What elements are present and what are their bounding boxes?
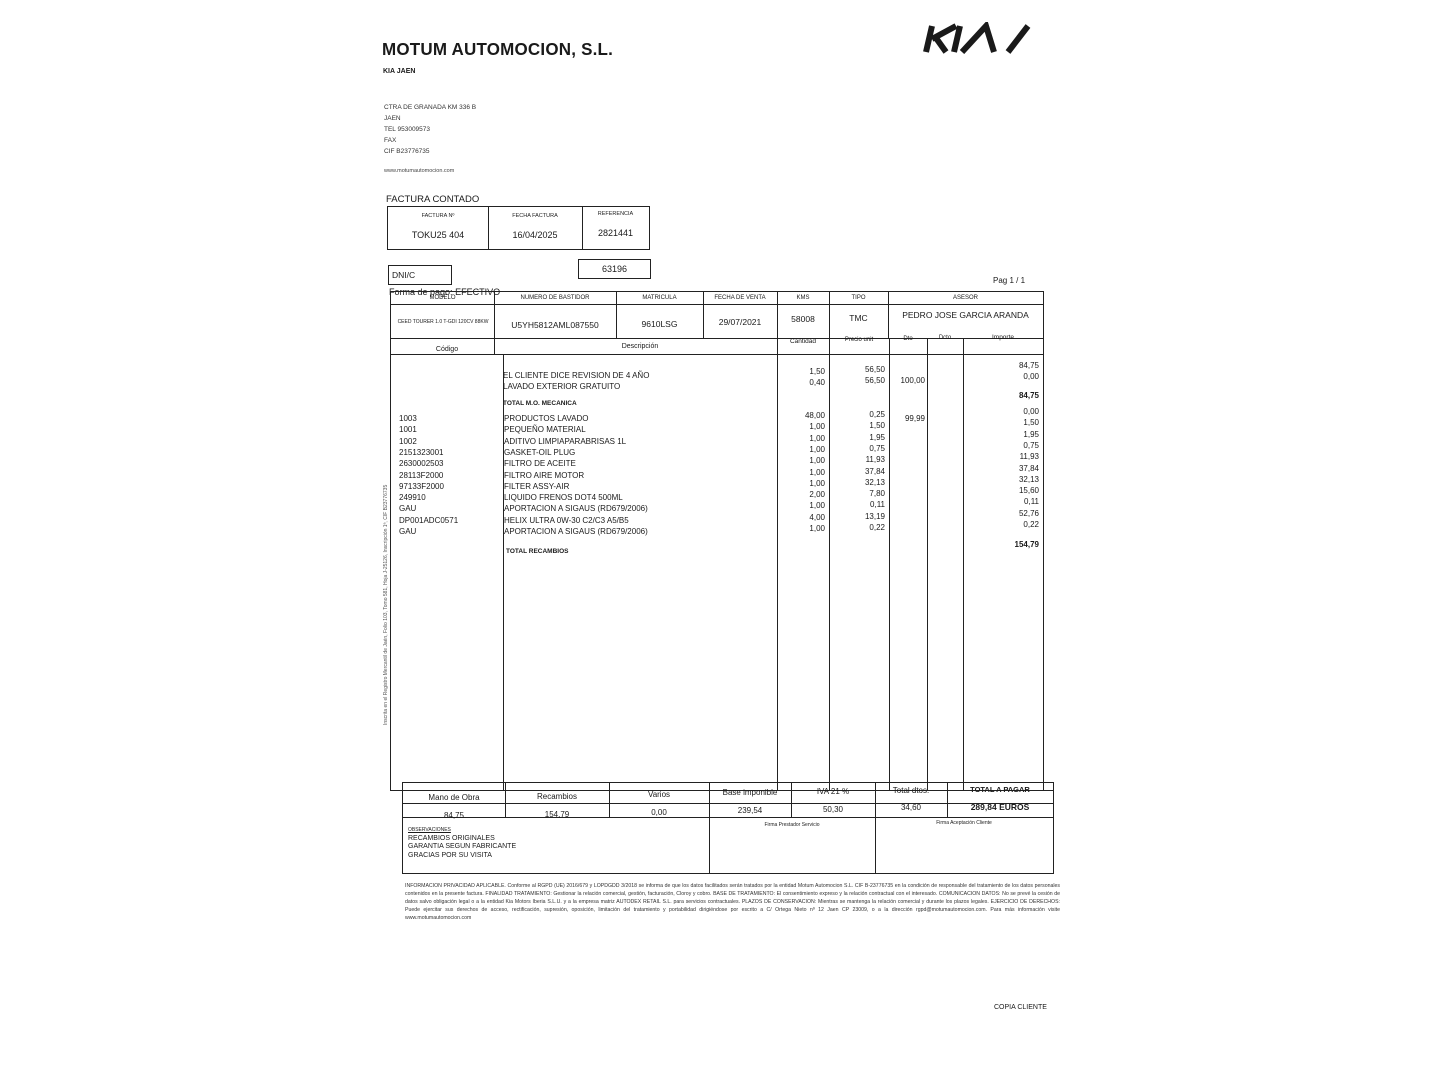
part-code: GAU: [399, 504, 417, 514]
part-amount: 0,22: [1023, 520, 1039, 529]
part-code: 249910: [399, 493, 426, 503]
part-code: GAU: [399, 527, 417, 536]
client-code: 63196: [601, 264, 628, 274]
part-amount: 52,76: [1018, 508, 1039, 518]
part-qty: 4,00: [809, 512, 825, 522]
labor-desc-2: LAVADO EXTERIOR GRATUITO: [503, 382, 621, 391]
part-price: 1,50: [869, 421, 885, 431]
invoice-number-label: FACTURA Nº: [421, 213, 455, 219]
company-address: [384, 102, 476, 157]
part-code: 2151323001: [399, 447, 444, 457]
part-code: 1002: [399, 436, 417, 446]
part-desc: LIQUIDO FRENOS DOT4 500ML: [504, 493, 623, 503]
part-code: DP001ADC0571: [399, 515, 459, 525]
part-qty: 1,00: [809, 524, 825, 533]
part-amount: 32,13: [1018, 474, 1039, 484]
client-code-box: [578, 259, 651, 279]
part-desc: APORTACION A SIGAUS (RD679/2006): [504, 504, 648, 514]
labor-price-2: 56,50: [864, 376, 885, 385]
part-price: 32,13: [864, 477, 885, 487]
part-price: 7,80: [869, 489, 885, 499]
lines-table: [390, 291, 1044, 791]
model-label: MODELO: [429, 295, 456, 301]
part-qty: 1,00: [809, 456, 825, 466]
total-misc-value: 0,00: [651, 808, 667, 817]
col-code: Código: [435, 346, 459, 353]
part-amount: 37,84: [1018, 463, 1039, 473]
total-vat-label: IVA 21 %: [816, 787, 850, 796]
total-pay-label: TOTAL A PAGAR: [970, 785, 1030, 794]
sale-date-label: FECHA DE VENTA: [714, 295, 766, 301]
part-desc: HELIX ULTRA 0W-30 C2/C3 A5/B5: [504, 515, 629, 525]
address-line: JAEN: [384, 115, 401, 122]
invoice-header-box: [387, 206, 650, 250]
page-number: Pag 1 / 1: [993, 276, 1026, 285]
part-amount: 0,00: [1023, 407, 1039, 416]
total-dto-value: 34,60: [900, 803, 922, 812]
footer-note: GARANTIA SEGUN FABRICANTE: [408, 843, 517, 850]
total-vat-value: 50,30: [822, 805, 844, 814]
part-dto: 99,99: [904, 414, 925, 423]
footer-notes: [408, 826, 516, 860]
invoice-reference: 2821441: [597, 228, 634, 238]
invoice-number: TOKU25 404: [411, 230, 465, 240]
address-line: TEL 953009573: [384, 126, 431, 133]
chassis-label: NUMERO DE BASTIDOR: [520, 295, 590, 301]
part-desc: PEQUEÑO MATERIAL: [504, 425, 586, 435]
labor-dto-2: 100,00: [900, 376, 925, 385]
part-qty: 1,00: [809, 467, 825, 477]
total-dto-label: Total dtos.: [892, 786, 930, 795]
kms-label: KMS: [796, 295, 810, 301]
address-line: CTRA DE GRANADA KM 336 B: [384, 104, 477, 111]
model-value: CEED TOURER 1.0 T-GDI 120CV 88KW: [397, 319, 489, 325]
copy-label: COPIA CLIENTE: [994, 1004, 1047, 1011]
part-price: 13,19: [864, 511, 885, 521]
parts-total-amount: 154,79: [1014, 540, 1039, 549]
chassis-value: U5YH5812AML087550: [511, 320, 599, 330]
payment-method: Forma de pago: EFECTIVO: [389, 287, 501, 297]
labor-qty-2: 0,40: [809, 378, 825, 387]
part-desc: FILTER ASSY-AIR: [504, 481, 570, 491]
invoice-reference-label: REFERENCIA: [597, 211, 634, 217]
part-price: 11,93: [865, 455, 885, 465]
part-amount: 15,60: [1018, 486, 1039, 496]
legal-text: INFORMACION PRIVACIDAD APLICABLE. Conforme al RGPD (UE) 2016/679 y LOPDGDD 3/2018 se informa de que los datos facilitados serán tratados por la entidad Motum Automocion S.L. CIF B-23776735 en la condición de responsable del tratamiento de los datos personales contenidos en la presente factura. FINALIDAD TRATAMIENTO: Gestionar la relación comercial, gestión, facturación, Cloroy y cobro. BASE DE TRATAMIENTO: El consentimiento expreso y la relación contractual con el interesado. COMUNICACION DATOS: No se prevé la cesión de datos salvo obligación legal o a la entidad Kia Motors Iberia S.L.U. y a la empresa matriz AUTODEX RETAIL S.L. para servicios contractuales. PLAZOS DE CONSERVACION: Mientras se mantenga la relación comercial y durante los plazos legales. EJERCICIO DE DERECHOS: Puede ejercitar sus derechos de acceso, rectificación, supresión, oposición, limitación del tratamiento y portabilidad dirigiéndose por escrito a C/ Ortega Nieto nº 12 Jaen CP 23009, o a la dirección rgpd@motumautomocion.com. Para más información visite www.motumautomocion.com: [405, 883, 1060, 921]
sign-dealer-label: Firma Prestador Servicio: [764, 822, 820, 828]
kia-logo: [920, 22, 1034, 54]
part-price: 0,25: [869, 410, 885, 419]
total-pay-value: 289,84 EUROS: [970, 802, 1030, 812]
total-misc-label: Varios: [647, 790, 671, 799]
company-web: www.motumautomocion.com: [384, 168, 455, 174]
part-qty: 1,00: [809, 501, 825, 511]
dni-label: DNI/C: [392, 270, 416, 280]
labor-total-amount: 84,75: [1018, 391, 1039, 400]
part-price: 37,84: [864, 466, 885, 476]
part-desc: PRODUCTOS LAVADO: [504, 414, 589, 423]
footer-note: RECAMBIOS ORIGINALES: [408, 834, 495, 842]
labor-desc-1: EL CLIENTE DICE REVISION DE 4 AÑO: [503, 371, 650, 380]
sign-client-label: Firma Aceptación Cliente: [936, 820, 992, 826]
part-qty: 1,00: [809, 433, 825, 443]
sale-date-value: 29/07/2021: [718, 317, 762, 327]
dni-box: [388, 265, 452, 285]
part-desc: FILTRO DE ACEITE: [504, 459, 576, 469]
col-dto: Dto: [903, 336, 913, 342]
total-parts-value: 154,79: [544, 810, 570, 819]
address-line: FAX: [384, 137, 397, 144]
part-qty: 1,00: [809, 478, 825, 488]
total-labor-label: Mano de Obra: [428, 793, 480, 802]
col-amount: Importe: [991, 334, 1015, 341]
footer-note: OBSERVACIONES: [408, 827, 451, 833]
part-amount: 1,50: [1023, 418, 1039, 428]
part-code: 28113F2000: [399, 470, 444, 480]
part-desc: APORTACION A SIGAUS (RD679/2006): [504, 527, 648, 536]
kms-value: 58008: [791, 314, 815, 324]
total-base-label: Base imponible: [722, 788, 778, 797]
company-subtitle: KIA JAEN: [383, 68, 416, 75]
type-value: TMC: [849, 313, 868, 323]
plate-label: MATRICULA: [642, 295, 677, 301]
part-amount: 0,11: [1024, 497, 1039, 507]
part-amount: 0,75: [1023, 440, 1039, 450]
total-parts-label: Recambios: [536, 792, 577, 801]
invoice-date-label: FECHA FACTURA: [512, 213, 558, 219]
part-desc: FILTRO AIRE MOTOR: [504, 470, 585, 480]
part-desc: ADITIVO LIMPIAPARABRISAS 1L: [504, 436, 627, 446]
total-labor-value: 84,75: [443, 811, 465, 820]
labor-qty-1: 1,50: [809, 367, 825, 376]
address-line: CIF B23776735: [384, 148, 430, 155]
labor-total-label: TOTAL M.O. MECANICA: [503, 400, 577, 407]
part-qty: 2,00: [809, 490, 825, 500]
col-qty: Cantidad: [789, 338, 817, 345]
part-code: 2630002503: [399, 459, 444, 469]
payment-value: EFECTIVO: [455, 287, 501, 297]
part-qty: 1,00: [809, 422, 825, 432]
company-name: MOTUM AUTOMOCION, S.L.: [382, 39, 614, 60]
part-qty: 48,00: [804, 411, 825, 420]
part-code: 1003: [399, 414, 417, 423]
col-desc: Descripción: [621, 343, 659, 350]
footer-note: GRACIAS POR SU VISITA: [408, 851, 492, 859]
total-base-value: 239,54: [737, 806, 763, 815]
advisor-label: ASESOR: [952, 295, 978, 301]
labor-amount-1: 84,75: [1018, 361, 1039, 370]
labor-price-1: 56,50: [864, 365, 885, 374]
registry-note: Inscrita en el Registro Mercantil de Jaén, Folio 103, Tomo 581, Hoja J-25126, Inscripción 1ª, CIF B23776735: [383, 484, 389, 725]
part-code: 1001: [399, 425, 417, 435]
plate-value: 9610LSG: [641, 319, 678, 329]
labor-amount-2: 0,00: [1023, 372, 1039, 381]
parts-total-label: TOTAL RECAMBIOS: [506, 548, 569, 555]
part-price: 0,22: [869, 523, 885, 532]
part-amount: 11,93: [1019, 452, 1039, 462]
part-qty: 1,00: [809, 444, 825, 454]
part-price: 0,75: [869, 443, 885, 453]
part-desc: GASKET-OIL PLUG: [504, 447, 576, 457]
part-price: 1,95: [869, 432, 885, 442]
type-label: TIPO: [851, 295, 866, 301]
part-price: 0,11: [870, 500, 885, 510]
part-amount: 1,95: [1023, 429, 1039, 439]
payment-label: Forma de pago: [389, 287, 451, 297]
document-type: FACTURA CONTADO: [386, 194, 480, 205]
invoice-date: 16/04/2025: [512, 230, 558, 240]
part-code: 97133F2000: [399, 481, 444, 491]
col-price: Precio unit: [844, 337, 874, 343]
col-other: Dcto: [938, 335, 952, 341]
advisor-value: PEDRO JOSE GARCIA ARANDA: [902, 310, 1029, 320]
